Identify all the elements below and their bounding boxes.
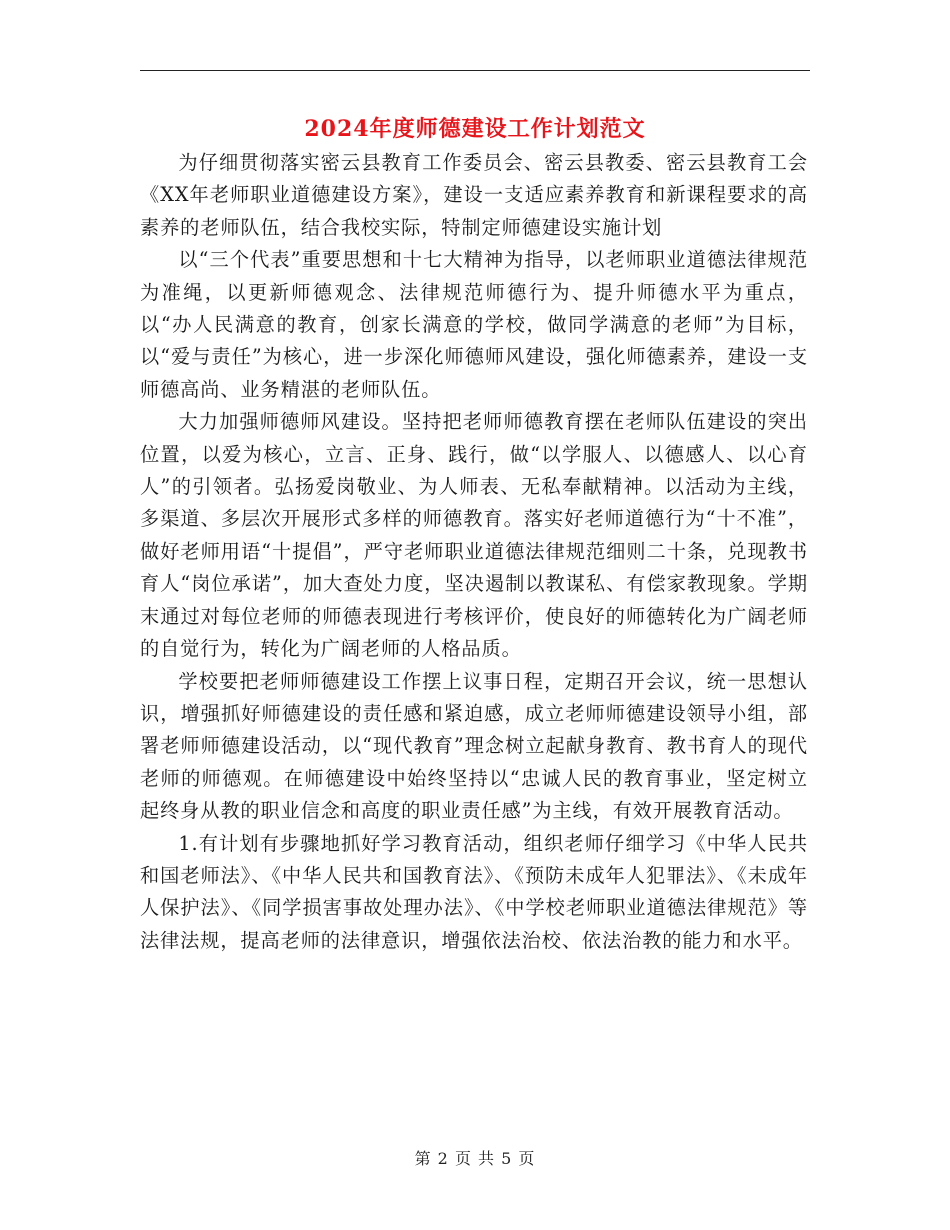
body-paragraph: 以“三个代表”重要思想和十七大精神为指导，以老师职业道德法律规范为准绳，以更新师德观念、法律规范师德行为、提升师德水平为重点，以“办人民满意的教育，创家长满意的学校，做同学满意的老师”为目标，以“爱与责任”为核心，进一步深化师德师风建设，强化师德素养，建设一支师德高尚、业务精湛的老师队伍。 [140,248,808,401]
document-body [140,147,808,957]
page-number: 第 2 页 共 5 页 [414,1149,536,1168]
document-title: 2024年度师德建设工作计划范文 [304,116,646,142]
body-paragraph: 学校要把老师师德建设工作摆上议事日程，定期召开会议，统一思想认识，增强抓好师德建设的责任感和紧迫感，成立老师师德建设领导小组，部署老师师德建设活动，以“现代教育”理念树立起献身教育、教书育人的现代老师的师德观。在师德建设中始终坚持以“忠诚人民的教育事业，坚定树立起终身从教的职业信念和高度的职业责任感”为主线，有效开展教育活动。 [140,669,808,823]
body-paragraph: 大力加强师德师风建设。坚持把老师师德教育摆在老师队伍建设的突出位置，以爱为核心，立言、正身、践行，做“以学服人、以德感人、以心育人”的引领者。弘扬爱岗敬业、为人师表、无私奉献精神。以活动为主线，多渠道、多层次开展形式多样的师德教育。落实好老师道德行为“十不准”，做好老师用语“十提倡”，严守老师职业道德法律规范细则二十条，兑现教书育人“岗位承诺”，加大查处力度，坚决遏制以教谋私、有偿家教现象。学期末通过对每位老师的师德表现进行考核评价，使良好的师德转化为广阔老师的自觉行为，转化为广阔老师的人格品质。 [140,410,808,661]
header-rule [140,70,810,71]
body-paragraph: 为仔细贯彻落实密云县教育工作委员会、密云县教委、密云县教育工会《XX年老师职业道德建设方案》，建设一支适应素养教育和新课程要求的高素养的老师队伍，结合我校实际，特制定师德建设实施计划 [140,151,808,239]
body-paragraph: 1.有计划有步骤地抓好学习教育活动，组织老师仔细学习《中华人民共和国老师法》、《中华人民共和国教育法》、《预防未成年人犯罪法》、《未成年人保护法》、《同学损害事故处理办法》、《中学校老师职业道德法律规范》等法律法规，提高老师的法律意识，增强依法治校、依法治教的能力和水平。 [140,831,808,952]
